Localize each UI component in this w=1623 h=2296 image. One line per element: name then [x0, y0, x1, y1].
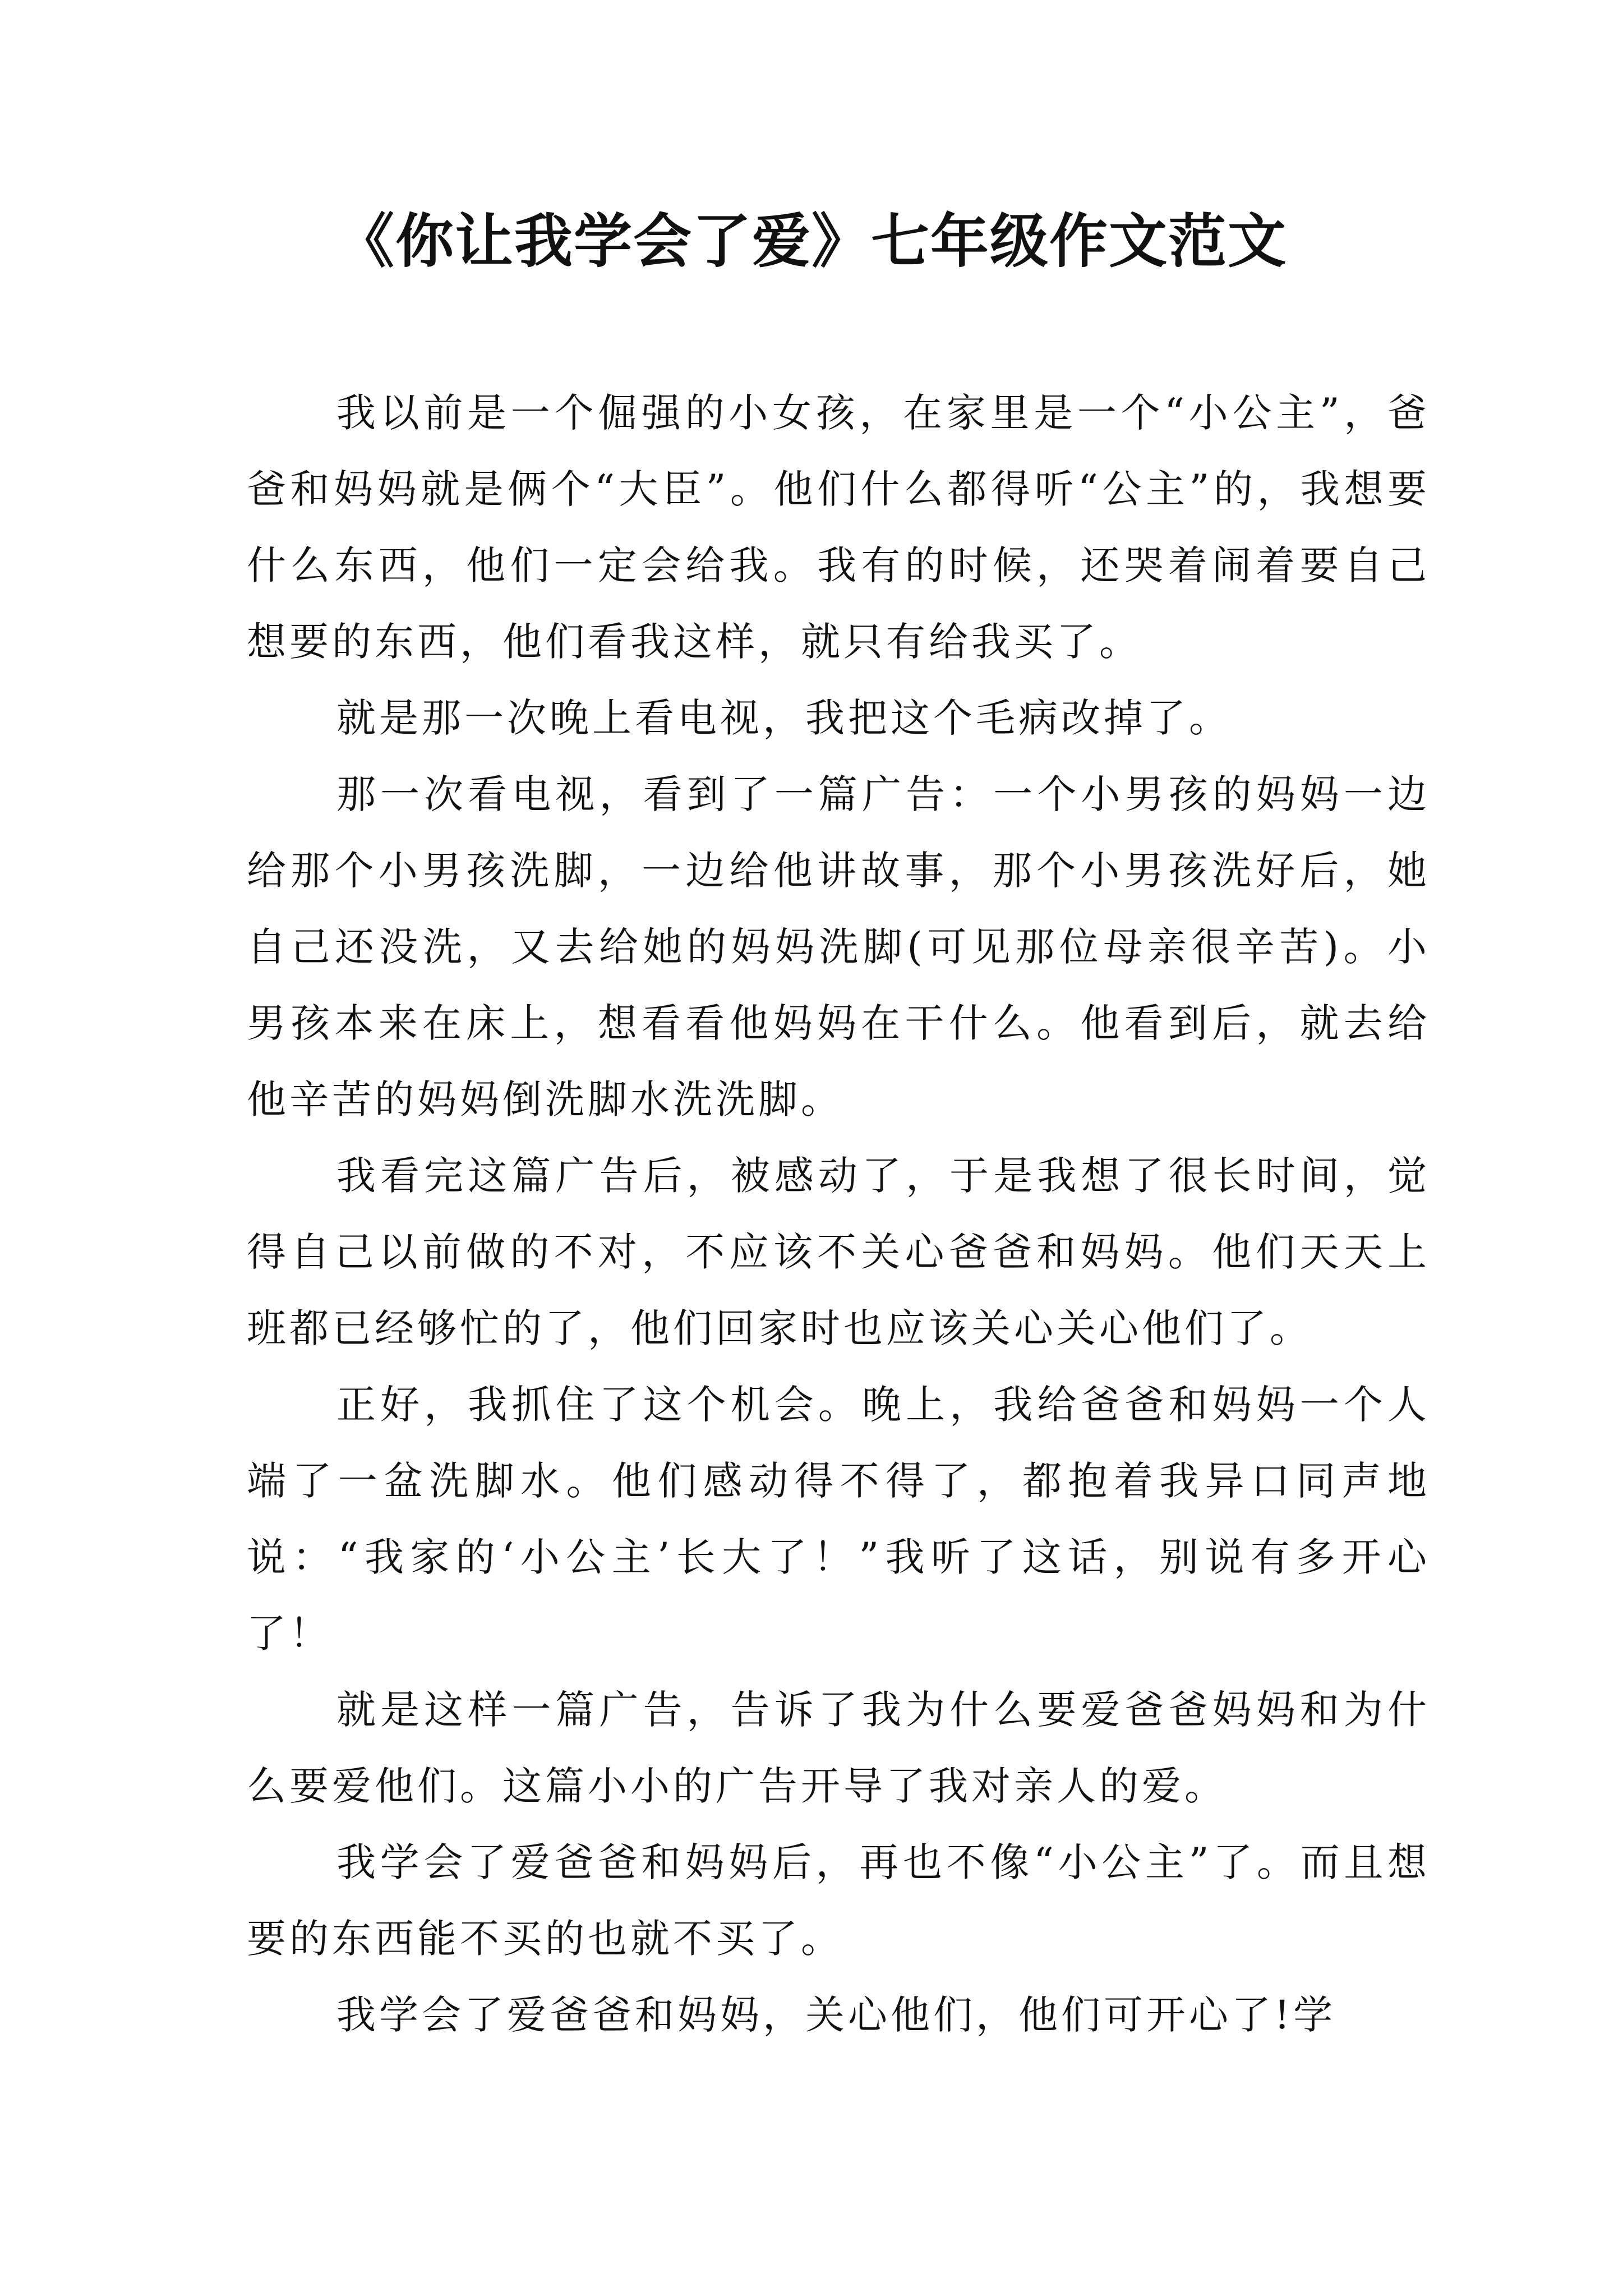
paragraph-6: 就是这样一篇广告，告诉了我为什么要爱爸爸妈妈和为什么要爱他们。这篇小小的广告开导了我对亲人的爱。: [247, 1687, 1430, 1809]
document-title: 《你让我学会了爱》七年级作文范文: [335, 207, 1287, 275]
document-body: [247, 375, 1430, 2053]
paragraph-4: 我看完这篇广告后，被感动了，于是我想了很长时间，觉得自己以前做的不对，不应该不关心爸爸和妈妈。他们天天上班都已经够忙的了，他们回家时也应该关心关心他们了。: [247, 1153, 1430, 1351]
paragraph-1: 我以前是一个倔强的小女孩，在家里是一个“小公主”，爸爸和妈妈就是俩个“大臣”。他们什么都得听“公主”的，我想要什么东西，他们一定会给我。我有的时候，还哭着闹着要自己想要的东西，他们看我这样，就只有给我买了。: [247, 390, 1430, 665]
paragraph-8: 我学会了爱爸爸和妈妈，关心他们，他们可开心了!学: [336, 1992, 1336, 2038]
paragraph-2: 就是那一次晚上看电视，我把这个毛病改掉了。: [336, 695, 1232, 741]
paragraph-3: 那一次看电视，看到了一篇广告：一个小男孩的妈妈一边给那个小男孩洗脚，一边给他讲故事，那个小男孩洗好后，她自己还没洗，又去给她的妈妈洗脚(可见那位母亲很辛苦)。小男孩本来在床上，想看看他妈妈在干什么。他看到后，就去给他辛苦的妈妈倒洗脚水洗洗脚。: [247, 771, 1430, 1122]
paragraph-5: 正好，我抓住了这个机会。晚上，我给爸爸和妈妈一个人端了一盆洗脚水。他们感动得不得了，都抱着我异口同声地说：“我家的‘小公主’长大了！”我听了这话，别说有多开心了！: [247, 1382, 1430, 1657]
paragraph-7: 我学会了爱爸爸和妈妈后，再也不像“小公主”了。而且想要的东西能不买的也就不买了。: [247, 1839, 1430, 1962]
